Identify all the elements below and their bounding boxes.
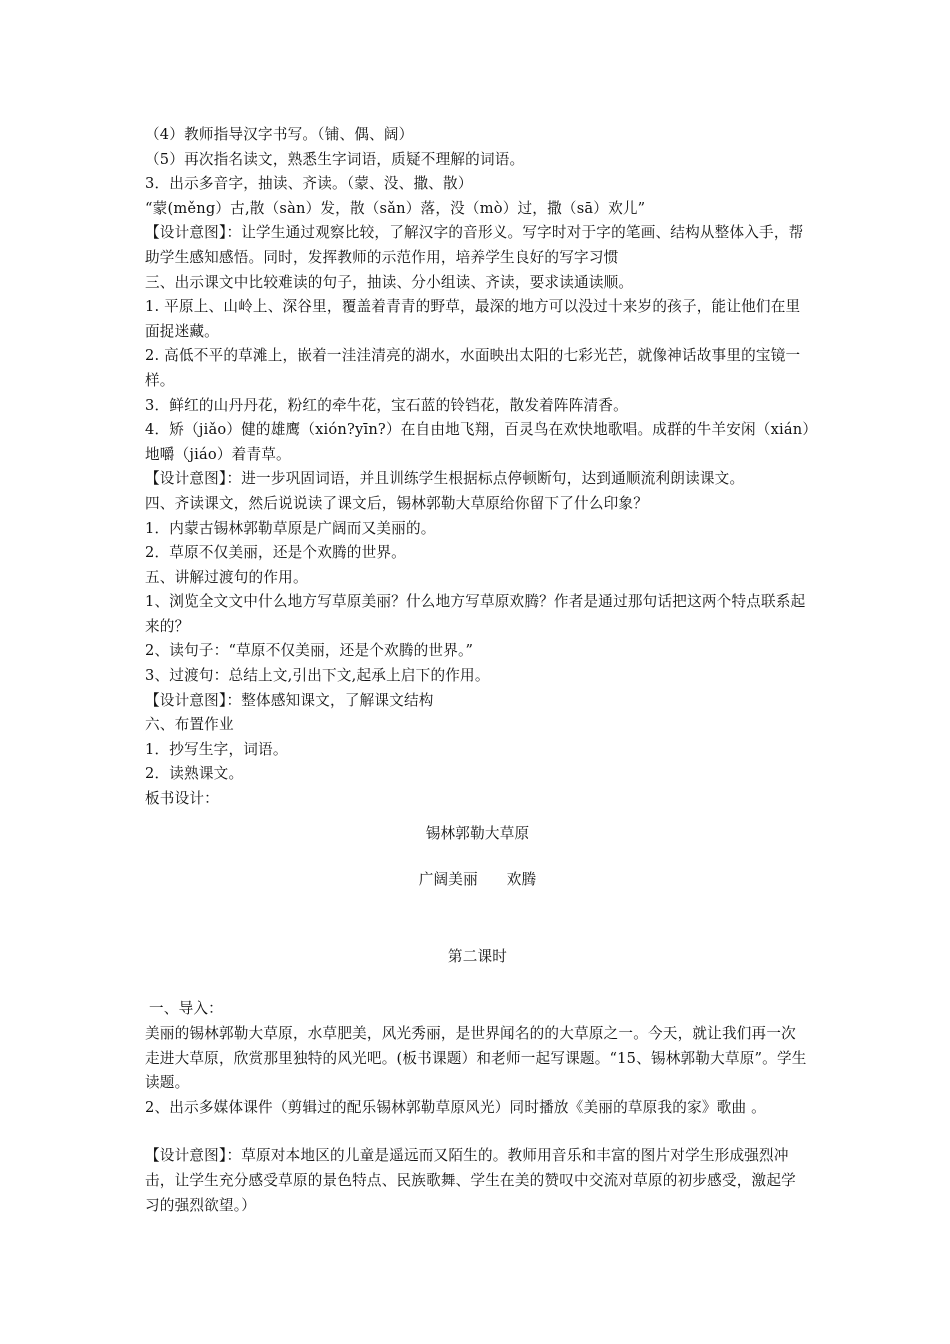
text-line: （4）教师指导汉字书写。（铺、偶、阔）	[145, 126, 414, 143]
text-line: 1．内蒙古锡林郭勒草原是广阔而又美丽的。	[145, 519, 436, 537]
board-right-term: 欢腾	[506, 871, 537, 889]
text-line: 2. 高低不平的草滩上，嵌着一洼洼清亮的湖水，水面映出太阳的七彩光芒，就像神话故事里的宝镜一样。	[145, 347, 801, 389]
text-line: （5）再次指名读文，熟悉生字词语，质疑不理解的词语。	[145, 150, 525, 168]
text-line: 2．草原不仅美丽，还是个欢腾的世界。	[145, 544, 406, 562]
lesson-title: 第二课时	[447, 947, 508, 965]
text-line: 3、过渡句：总结上文,引出下文,起承上启下的作用。	[145, 667, 490, 685]
design-intent-paragraph: 【设计意图】：整体感知课文，了解课文结构	[145, 691, 434, 709]
board-left-term: 广阔美丽	[418, 871, 478, 889]
section-heading: 三、出示课文中比较难读的句子，抽读、分小组读、齐读，要求读通读顺。	[145, 273, 634, 291]
text-line: 4．矫（jiǎo）健的雄鹰（xión?yīn?）在自由地飞翔，百灵鸟在欢快地歌唱。成群的牛羊安闲（xián）地嚼（jiáo）着青草。	[145, 421, 810, 463]
section-heading: 一、导入：	[149, 1000, 223, 1018]
design-intent-paragraph: 【设计意图】：进一步巩固词语，并且训练学生根据标点停顿断句，达到通顺流利朗读课文。	[145, 470, 745, 488]
text-paragraph: 美丽的锡林郭勒大草原，水草肥美，风光秀丽，是世界闻名的的大草原之一。今天，就让我们再一次走进大草原，欣赏那里独特的风光吧。(板书课题）和老师一起写课题。“15、锡林郭勒大草原”。学生读题。	[145, 1025, 807, 1092]
board-title: 锡林郭勒大草原	[425, 824, 530, 842]
text-line: 2．读熟课文。	[145, 765, 244, 783]
text-paragraph: 2、出示多媒体课件（剪辑过的配乐锡林郭勒草原风光）同时播放《美丽的草原我的家》歌曲 。	[145, 1098, 766, 1116]
section-heading: 六、布置作业	[145, 716, 234, 734]
text-line: “蒙(měng）古,散（sàn）发，散（sǎn）落，没（mò）过，撒（sā）欢儿”	[145, 199, 646, 217]
text-line: 3．鲜红的山丹丹花，粉红的牵牛花，宝石蓝的铃铛花，散发着阵阵清香。	[145, 396, 628, 414]
text-line: 1、浏览全文文中什么地方写草原美丽？什么地方写草原欢腾？作者是通过那句话把这两个特点联系起来的？	[145, 593, 806, 635]
text-line: 1. 平原上、山岭上、深谷里，覆盖着青青的野草，最深的地方可以没过十来岁的孩子，能让他们在里面捉迷藏。	[145, 298, 801, 340]
text-line: 3．出示多音字，抽读、齐读。（蒙、没、撒、散）	[145, 175, 473, 193]
text-line: 板书设计：	[145, 790, 219, 808]
design-intent-paragraph: 【设计意图】：草原对本地区的儿童是遥远而又陌生的。教师用音乐和丰富的图片对学生形成强烈冲击，让学生充分感受草原的景色特点、民族歌舞、学生在美的赞叹中交流对草原的初步感受，激起学习的强烈欲望。）	[145, 1147, 796, 1214]
text-line: 2、读句子：“草原不仅美丽，还是个欢腾的世界。”	[145, 642, 474, 660]
design-intent-paragraph: 【设计意图】：让学生通过观察比较，了解汉字的音形义。写字时对于字的笔画、结构从整体入手，帮助学生感知感悟。同时，发挥教师的示范作用，培养学生良好的写字习惯	[145, 224, 804, 266]
section-heading: 五、讲解过渡句的作用。	[145, 568, 308, 586]
paragraph-spacer	[145, 1120, 810, 1144]
text-line: 1．抄写生字，词语。	[145, 740, 288, 758]
document-body	[145, 123, 810, 1218]
board-subtitle	[145, 868, 810, 893]
section-heading: 四、齐读课文，然后说说读了课文后，锡林郭勒大草原给你留下了什么印象？	[145, 494, 648, 512]
